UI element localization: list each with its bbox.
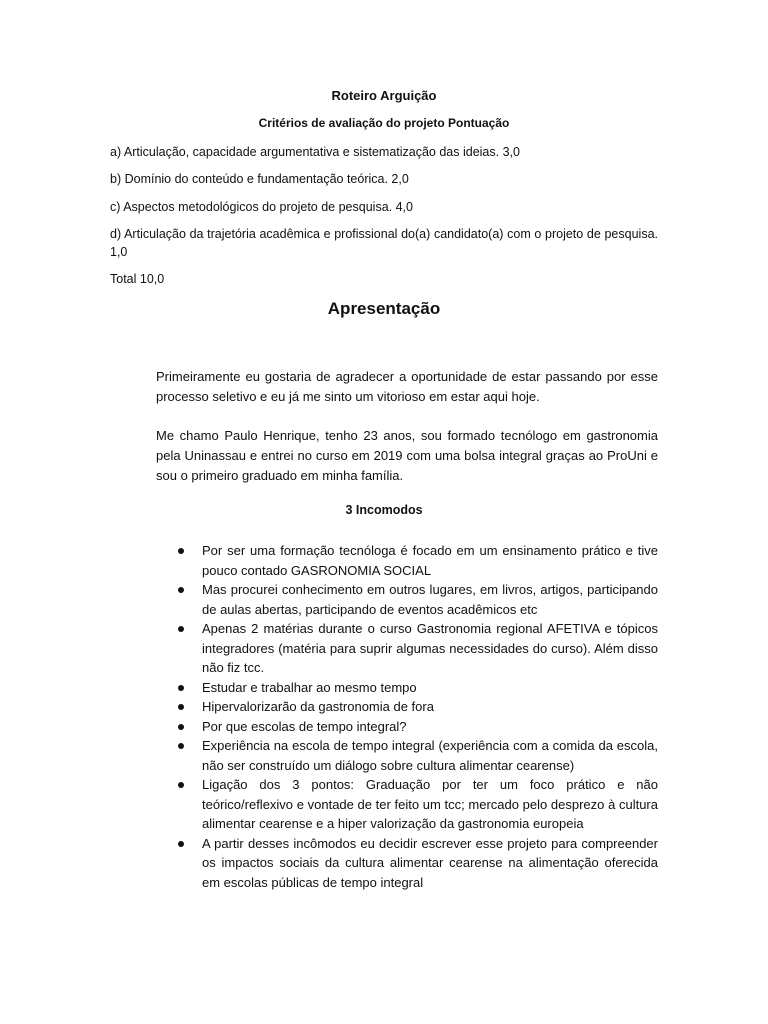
section-heading: Apresentação: [327, 299, 441, 318]
list-item-text: Mas procurei conhecimento em outros lugares, em livros, artigos, participando de aulas abertas, participando de eventos acadêmicos etc: [202, 582, 658, 617]
list-item: [178, 541, 658, 580]
list-item: [178, 834, 658, 893]
list-item: [178, 619, 658, 678]
list-item-text: A partir desses incômodos eu decidir escrever esse projeto para compreender os impactos sociais da cultura alimentar cearense na alimentação oferecida em escolas públicas de tempo integral: [202, 835, 658, 890]
list-item-text: Estudar e trabalhar ao mesmo tempo: [202, 679, 417, 695]
criterion-c: c) Aspectos metodológicos do projeto de pesquisa. 4,0: [110, 200, 413, 214]
list-item: [178, 580, 658, 619]
intro-paragraph-2: Me chamo Paulo Henrique, tenho 23 anos, sou formado tecnólogo em gastronomia pela Uninassau e entrei no curso em 2019 com uma bolsa integral graças ao ProUni e sou o primeiro graduado em minha família.: [156, 428, 658, 483]
list-item: [178, 736, 658, 775]
list-item: [178, 775, 658, 834]
bullet-icon: [178, 704, 184, 710]
incomodos-heading: 3 Incomodos: [345, 503, 423, 517]
criterion-a: a) Articulação, capacidade argumentativa e sistematização das ideias. 3,0: [110, 145, 520, 159]
list-item: [178, 678, 658, 698]
bullet-icon: [178, 548, 184, 554]
criterion-d: d) Articulação da trajetória acadêmica e profissional do(a) candidato(a) com o projeto de pesquisa. 1,0: [110, 227, 658, 259]
list-item-text: Ligação dos 3 pontos: Graduação por ter um foco prático e não teórico/reflexivo e vontade de ter feito um tcc; mercado pelo desprezo à cultura alimentar cearense e a hiper valorização da gastronomia europeia: [202, 777, 658, 831]
list-item: [178, 717, 658, 737]
list-item-text: Apenas 2 matérias durante o curso Gastronomia regional AFETIVA e tópicos integradores (matéria para suprir algumas necessidades do curso). Além disso não fiz tcc.: [202, 621, 658, 675]
bullet-icon: [178, 743, 184, 749]
bullet-icon: [178, 685, 184, 691]
bullet-icon: [178, 841, 184, 847]
incomodos-list: [178, 541, 658, 892]
criterion-b: b) Domínio do conteúdo e fundamentação teórica. 2,0: [110, 172, 409, 186]
list-item-text: Experiência na escola de tempo integral (experiência com a comida da escola, não ser construído um diálogo sobre cultura alimentar cearense): [202, 738, 658, 773]
criteria-total: Total 10,0: [110, 272, 165, 286]
bullet-icon: [178, 782, 184, 788]
list-item-text: Por que escolas de tempo integral?: [202, 718, 407, 734]
intro-paragraph-1: Primeiramente eu gostaria de agradecer a oportunidade de estar passando por esse processo seletivo e eu já me sinto um vitorioso em estar aqui hoje.: [156, 369, 658, 404]
list-item-text: Hipervalorizarão da gastronomia de fora: [202, 699, 434, 714]
bullet-icon: [178, 587, 184, 593]
bullet-icon: [178, 724, 184, 730]
list-item: [178, 697, 658, 717]
bullet-icon: [178, 626, 184, 632]
list-item-text: Por ser uma formação tecnóloga é focado em um ensinamento prático e tive pouco contado GASRONOMIA SOCIAL: [202, 543, 658, 578]
document-title: Roteiro Arguição: [331, 88, 437, 103]
criteria-subtitle: Critérios de avaliação do projeto Pontuação: [258, 116, 510, 130]
